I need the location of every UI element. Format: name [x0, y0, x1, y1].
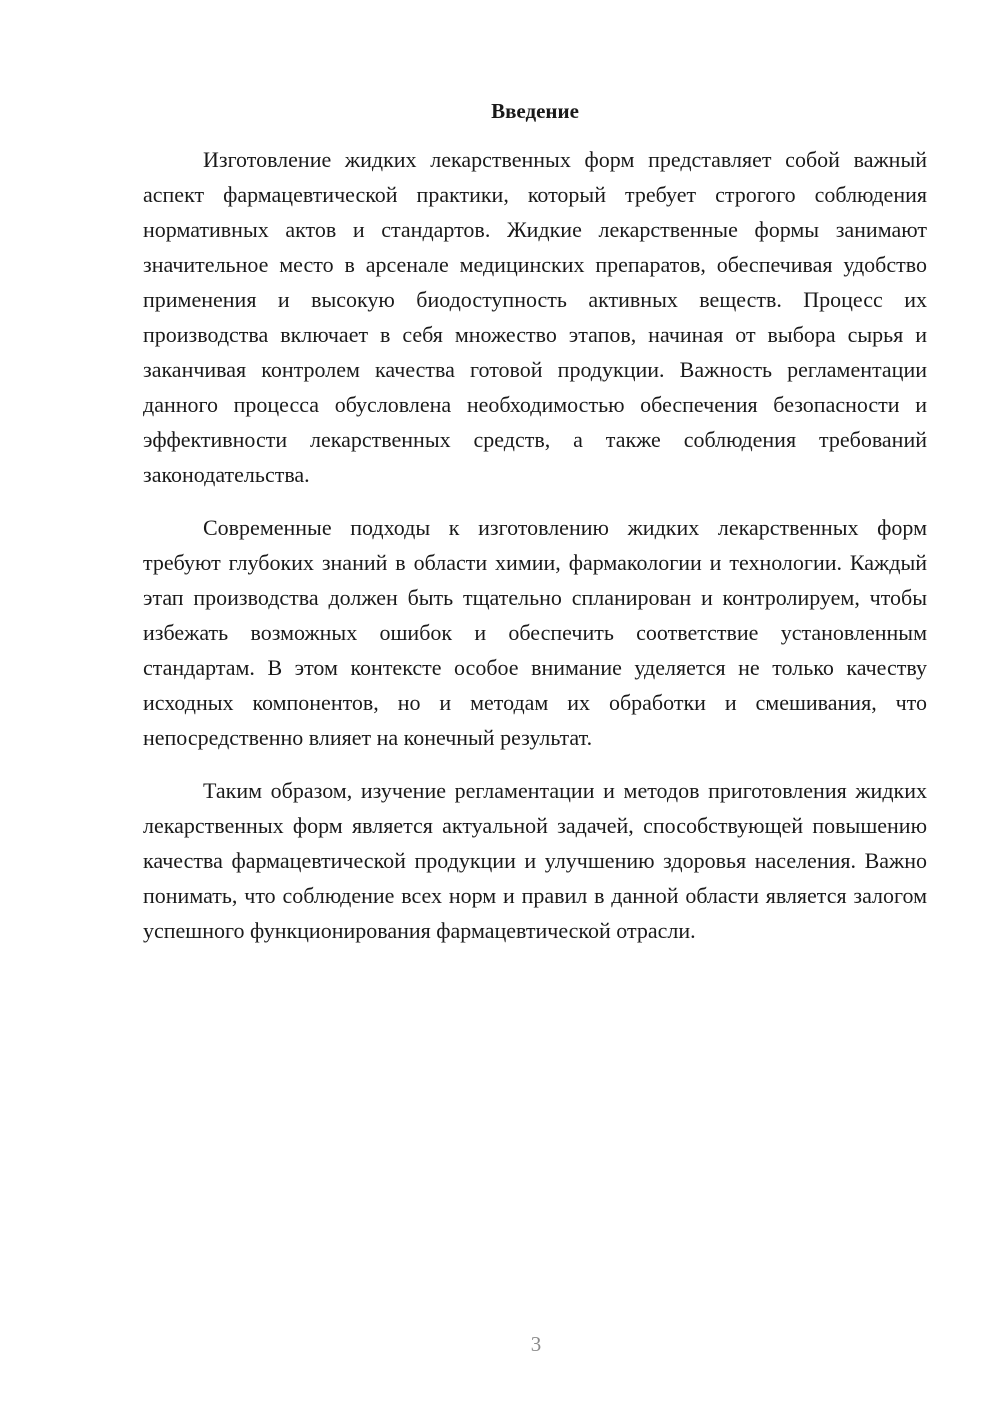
paragraph-3: Таким образом, изучение регламентации и методов приготовления жидких лекарственных форм является актуальной задачей, способствующей повышению качества фармацевтической продукции и улучшению здоровья населения. Важно понимать, что соблюдение всех норм и правил в данной области является залогом успешного функционирования фармацевтической отрасли.: [143, 778, 927, 943]
page-number: 3: [530, 1332, 542, 1356]
paragraph-2: Современные подходы к изготовлению жидких лекарственных форм требуют глубоких знаний в области химии, фармакологии и технологии. Каждый этап производства должен быть тщательно спланирован и контролируем, чтобы избежать возможных ошибок и обеспечить соответствие установленным стандартам. В этом контексте особое внимание уделяется не только качеству исходных компонентов, но и методам их обработки и смешивания, что непосредственно влияет на конечный результат.: [143, 515, 927, 750]
paragraph-1: Изготовление жидких лекарственных форм представляет собой важный аспект фармацевтической практики, который требует строгого соблюдения нормативных актов и стандартов. Жидкие лекарственные формы занимают значительное место в арсенале медицинских препаратов, обеспечивая удобство применения и высокую биодоступность активных веществ. Процесс их производства включает в себя множество этапов, начиная от выбора сырья и заканчивая контролем качества готовой продукции. Важность регламентации данного процесса обусловлена необходимостью обеспечения безопасности и эффективности лекарственных средств, а также соблюдения требований законодательства.: [143, 147, 927, 487]
page-title: Введение: [491, 99, 579, 123]
body-text: [143, 142, 927, 966]
